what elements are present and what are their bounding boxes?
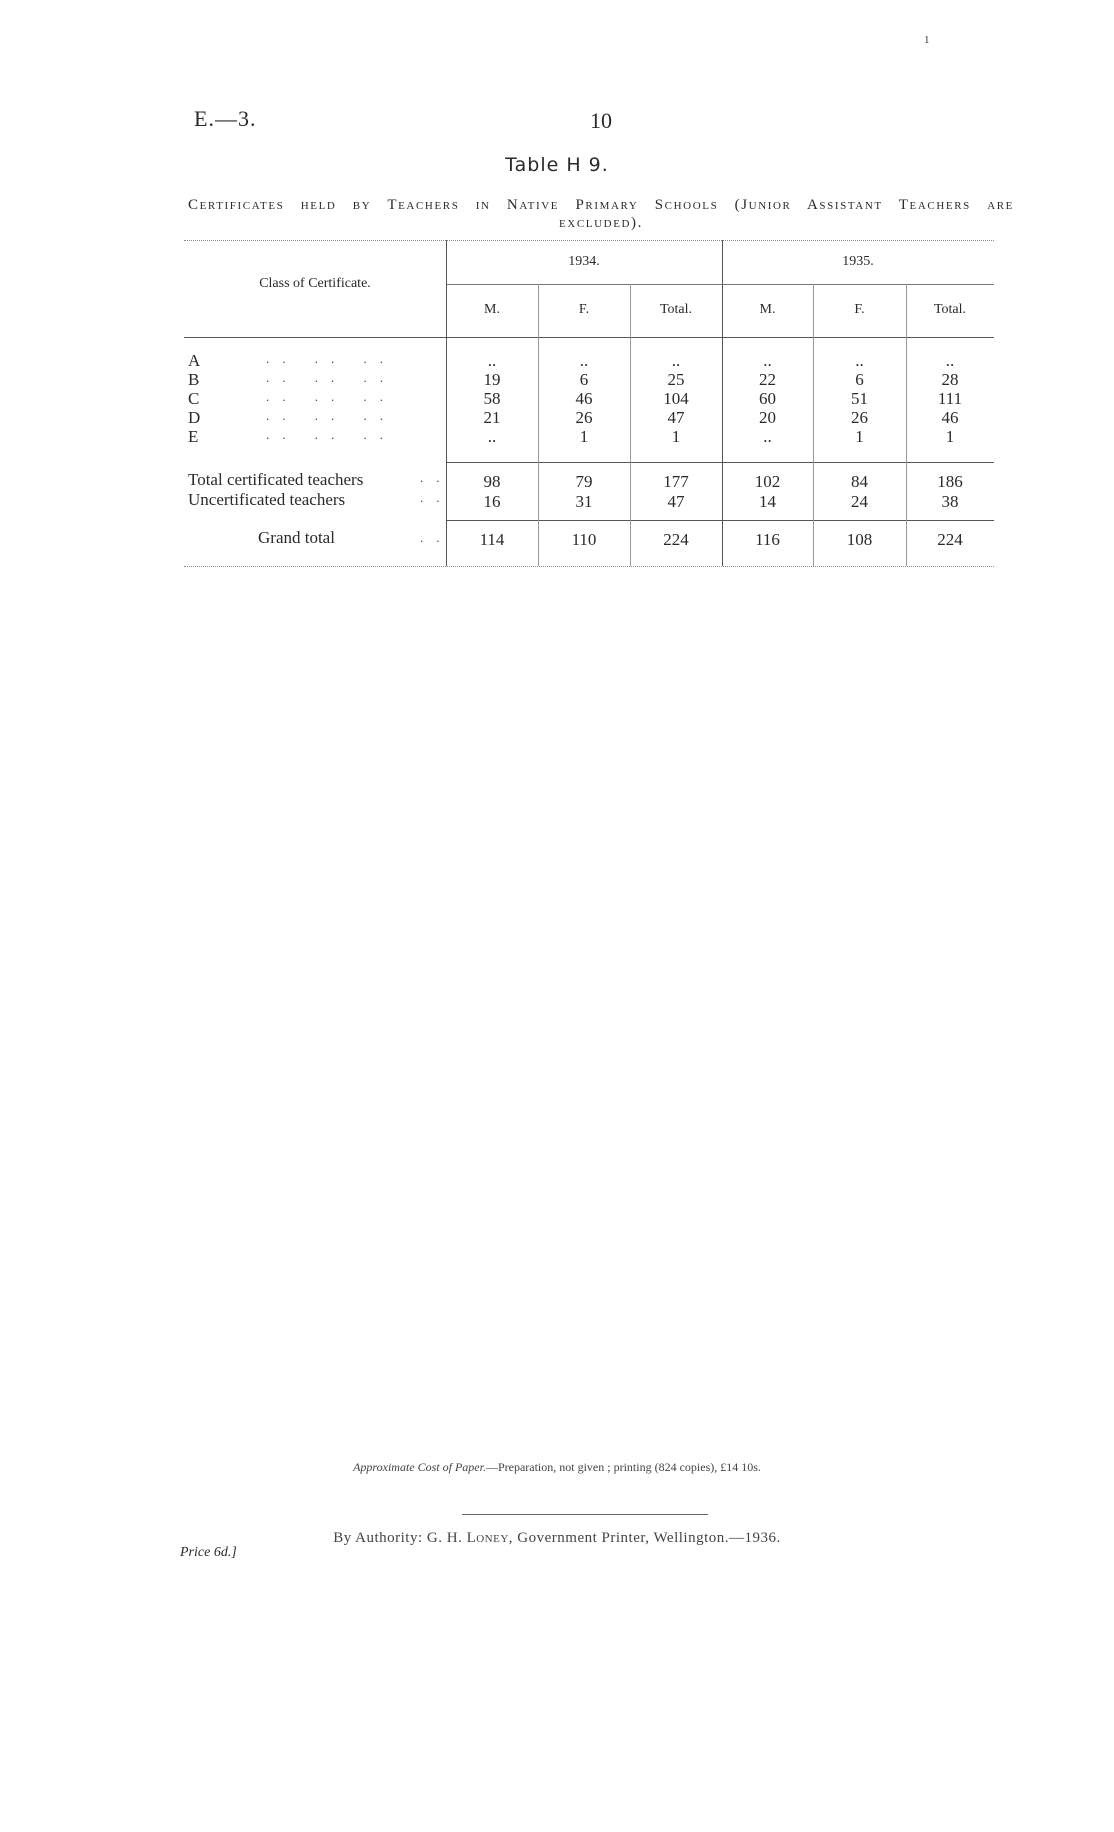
cell: 47: [667, 408, 685, 427]
cell: 84: [851, 472, 868, 491]
cell: 186: [937, 472, 963, 491]
cell: 31: [575, 492, 593, 511]
dot-leaders: .. .. ..: [266, 351, 396, 366]
dot-leaders: .. .. ..: [266, 427, 396, 442]
cell: 102: [754, 472, 781, 491]
cell: ..: [945, 351, 955, 370]
table-title: Table H 9.: [505, 154, 609, 176]
cell: 19: [483, 370, 501, 389]
row-label: Grand total: [258, 528, 335, 547]
printer-name: G. H. Loney: [426, 1530, 509, 1546]
cell: ..: [763, 351, 772, 370]
subtotal-rule: [446, 462, 994, 463]
cell: 21: [483, 408, 501, 427]
header-1934-female: F.: [578, 302, 590, 317]
cell: 47: [667, 492, 685, 511]
row-label: C: [188, 389, 200, 408]
year-header-rule: [446, 284, 994, 285]
cell: 16: [483, 492, 501, 511]
cell: 38: [941, 492, 959, 511]
row-label: Uncertificated teachers: [188, 490, 346, 509]
cell: 114: [479, 530, 505, 549]
dot-leaders: ..: [420, 530, 453, 545]
header-1935-male: M.: [759, 302, 776, 317]
row-label: A: [188, 351, 201, 370]
header-1934-total: Total.: [659, 302, 693, 317]
cell: 1: [855, 427, 864, 446]
cost-text: —Preparation, not given ; printing (824 copies), £14 10s.: [485, 1460, 761, 1474]
cell: 14: [759, 492, 776, 511]
cell: 111: [937, 389, 963, 408]
cell: 60: [759, 389, 776, 408]
row-label: Total certificated teachers: [188, 470, 364, 489]
cell: 224: [663, 530, 689, 549]
cell: 46: [575, 389, 593, 408]
cell: 116: [755, 530, 780, 549]
cell: 26: [575, 408, 593, 427]
dot-leaders: ..: [420, 470, 453, 485]
dot-leaders: .. .. ..: [266, 370, 396, 385]
dot-leaders: ..: [420, 490, 453, 505]
cell: 79: [575, 472, 593, 491]
cell: 98: [483, 472, 501, 491]
cell: 1: [579, 427, 589, 446]
class-of-certificate-header: Class of Certificate.: [259, 276, 371, 291]
header-1935-female: F.: [854, 302, 865, 317]
cell: ..: [487, 351, 497, 370]
header-1935-total: Total.: [933, 302, 967, 317]
cell: 24: [851, 492, 868, 511]
table-caption: [188, 196, 1014, 232]
cell: 46: [941, 408, 959, 427]
table-caption-line-1: Certificates held by Teachers in Native Primary Schools (Junior Assistant Teachers are: [188, 197, 1014, 213]
cell: ..: [579, 351, 589, 370]
page-number: 10: [590, 108, 612, 133]
printer-authority-line: [0, 1530, 1114, 1547]
cell: ..: [487, 427, 497, 446]
cell: 28: [941, 370, 959, 389]
dot-leaders: .. .. ..: [266, 389, 396, 404]
cost-of-paper-note: [0, 1460, 1114, 1475]
cell: 26: [851, 408, 868, 427]
cell: 177: [663, 472, 689, 491]
row-label: B: [188, 370, 200, 389]
authority-suffix: , Government Printer, Wellington.—1936.: [508, 1530, 781, 1546]
cell: 6: [579, 370, 589, 389]
cell: ..: [855, 351, 864, 370]
header-bottom-rule: [184, 337, 994, 338]
cell: 51: [851, 389, 868, 408]
cell: 104: [663, 389, 689, 408]
footer-divider: [462, 1514, 708, 1515]
cell: 110: [571, 530, 597, 549]
corner-mark: 1: [924, 34, 930, 46]
cost-label: Approximate Cost of Paper.: [353, 1460, 486, 1474]
table-bottom-rule: [184, 566, 994, 567]
grand-total-rule: [446, 520, 994, 521]
table-top-rule: [184, 240, 994, 241]
year-1935-header: 1935.: [842, 254, 874, 269]
cell: 58: [483, 389, 501, 408]
table-caption-line-2: excluded).: [558, 215, 643, 231]
document-reference: E.—3.: [194, 106, 257, 131]
header-1934-male: M.: [484, 302, 500, 317]
price-label: Price 6d.]: [180, 1545, 237, 1560]
cell: 108: [846, 530, 873, 549]
cell: ..: [671, 351, 681, 370]
cell: 20: [759, 408, 776, 427]
cell: 22: [759, 370, 776, 389]
year-1934-header: 1934.: [568, 254, 600, 269]
cell: ..: [763, 427, 772, 446]
cell: 6: [855, 370, 864, 389]
authority-prefix: By Authority:: [333, 1530, 427, 1546]
cell: 1: [945, 427, 955, 446]
cell: 1: [671, 427, 681, 446]
dot-leaders: .. .. ..: [266, 408, 396, 423]
cell: 25: [667, 370, 685, 389]
row-label: E: [188, 427, 199, 446]
cell: 224: [937, 530, 963, 549]
row-label: D: [188, 408, 201, 427]
